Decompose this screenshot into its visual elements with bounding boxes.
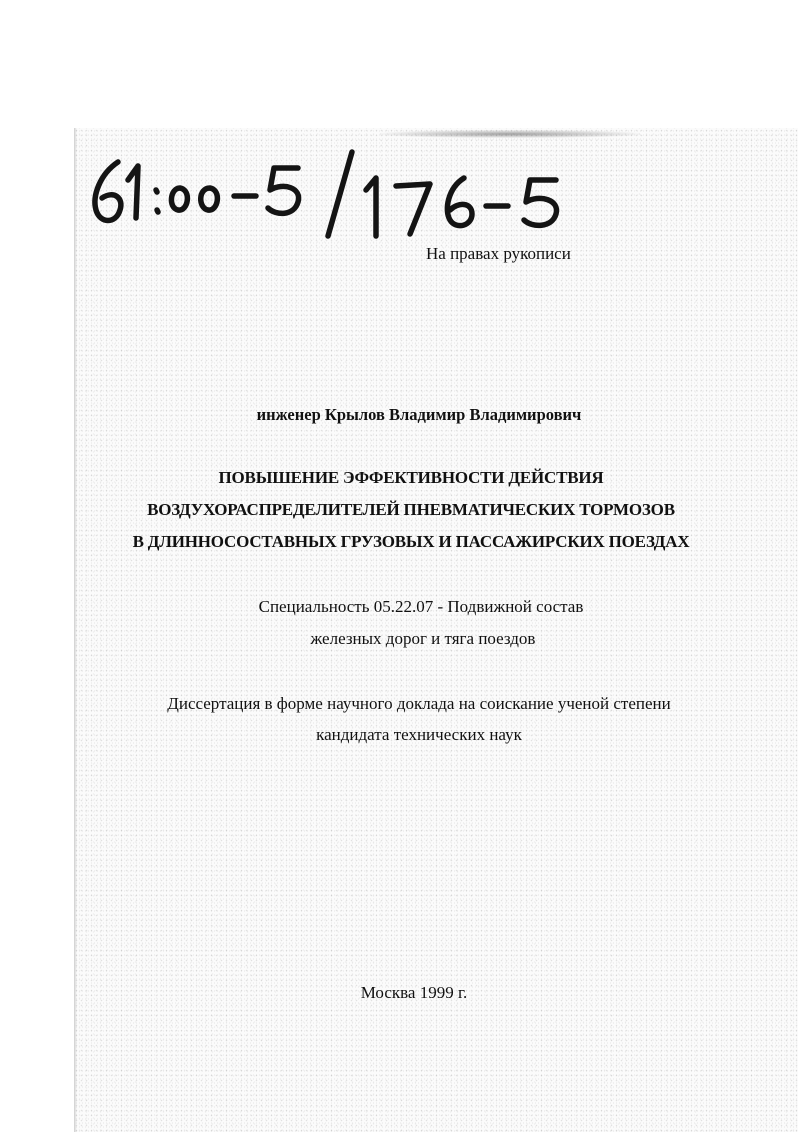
- handwritten-digit-6b: [447, 178, 472, 226]
- handwritten-digit-7: [396, 184, 430, 234]
- handwritten-colon-top: [156, 190, 157, 192]
- handwritten-digit-1b: [366, 178, 376, 236]
- handwritten-digit-0b: [201, 188, 218, 210]
- archive-code-handwriting: [84, 144, 624, 244]
- handwritten-archive-code: [84, 144, 624, 244]
- handwritten-digit-1: [128, 166, 138, 218]
- author-line: инженер Крылов Владимир Владимирович: [256, 405, 582, 424]
- handwritten-slash: [328, 152, 352, 236]
- dissertation-line: кандидата технических наук: [316, 725, 522, 744]
- scan-smudge: [380, 130, 640, 138]
- handwritten-digit-6: [95, 162, 121, 221]
- dissertation-line: Диссертация в форме научного доклада на соискание ученой степени: [167, 694, 671, 713]
- rights-note: На правах рукописи: [426, 244, 571, 263]
- handwritten-digit-0a: [171, 188, 187, 210]
- title-line: В ДЛИННОСОСТАВНЫХ ГРУЗОВЫХ И ПАССАЖИРСКИХ ПОЕЗДАХ: [132, 532, 690, 551]
- handwritten-digit-5b: [524, 180, 557, 225]
- title-line: ВОЗДУХОРАСПРЕДЕЛИТЕЛЕЙ ПНЕВМАТИЧЕСКИХ ТОРМОЗОВ: [147, 500, 675, 519]
- handwritten-colon-bottom: [157, 210, 158, 212]
- specialty-line: Специальность 05.22.07 - Подвижной состав: [258, 597, 584, 616]
- title-line: ПОВЫШЕНИЕ ЭФФЕКТИВНОСТИ ДЕЙСТВИЯ: [218, 468, 604, 487]
- handwritten-digit-5a: [268, 168, 299, 213]
- specialty-line: железных дорог и тяга поездов: [310, 629, 536, 648]
- city-year: Москва 1999 г.: [360, 983, 468, 1002]
